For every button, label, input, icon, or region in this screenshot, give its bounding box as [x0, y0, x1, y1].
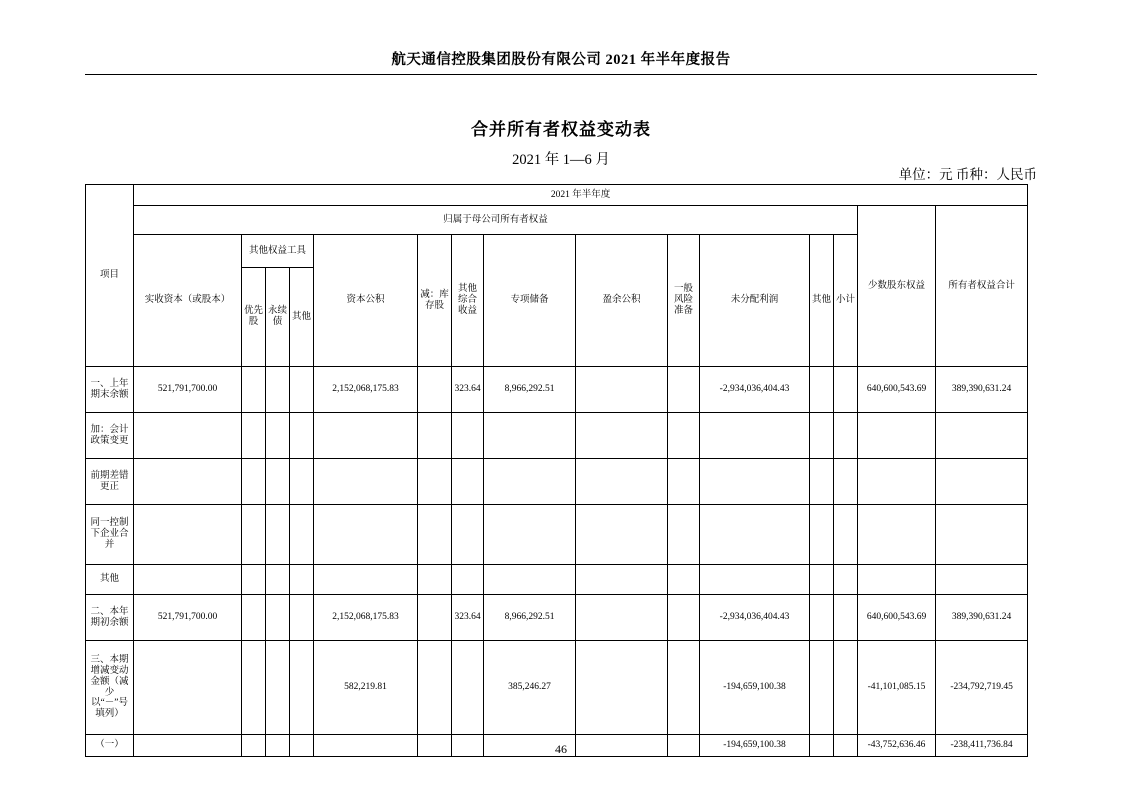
cell-total	[936, 413, 1028, 459]
cell-oci	[452, 641, 484, 735]
cell-paid-in-capital: 521,791,700.00	[134, 367, 242, 413]
cell-subtotal	[834, 413, 858, 459]
cell-subtotal	[834, 641, 858, 735]
cell-other	[810, 459, 834, 505]
cell-other-instrument	[290, 595, 314, 641]
cell-other-instrument	[290, 641, 314, 735]
row-label: （一）	[86, 735, 134, 757]
cell-capital-reserve	[314, 459, 418, 505]
header-cell-oci: 其他综合收益	[452, 235, 484, 367]
header-cell-period: 2021 年半年度	[134, 185, 1028, 206]
cell-capital-reserve	[314, 413, 418, 459]
cell-minority	[858, 413, 936, 459]
row-label: 前期差错更正	[86, 459, 134, 505]
running-header-text: 航天通信控股集团股份有限公司 2021 年半年度报告	[391, 52, 731, 68]
cell-treasury-stock	[418, 641, 452, 735]
page-number: 46	[555, 742, 567, 756]
cell-treasury-stock	[418, 565, 452, 595]
header-cell-minority: 少数股东权益	[858, 206, 936, 367]
table-row	[86, 641, 1028, 735]
unit-currency-note: 单位：元 币种：人民币	[898, 167, 1037, 182]
cell-total: 389,390,631.24	[936, 595, 1028, 641]
cell-undistributed-profit	[700, 505, 810, 565]
cell-other-instrument	[290, 367, 314, 413]
header-cell-other: 其他	[810, 235, 834, 367]
cell-general-risk-reserve	[668, 505, 700, 565]
cell-subtotal	[834, 459, 858, 505]
page-subtitle: 2021 年 1—6 月	[512, 152, 610, 168]
cell-general-risk-reserve	[668, 413, 700, 459]
header-cell-other-equity-instruments: 其他权益工具	[242, 235, 314, 268]
cell-special-reserve	[484, 413, 576, 459]
cell-general-risk-reserve	[668, 459, 700, 505]
cell-special-reserve: 385,246.27	[484, 641, 576, 735]
cell-undistributed-profit: -2,934,036,404.43	[700, 595, 810, 641]
header-cell-subtotal: 小计	[834, 235, 858, 367]
cell-undistributed-profit: -194,659,100.38	[700, 641, 810, 735]
cell-other	[810, 367, 834, 413]
table-row	[86, 595, 1028, 641]
cell-total: 389,390,631.24	[936, 367, 1028, 413]
cell-surplus-reserve	[576, 413, 668, 459]
cell-oci: 323.64	[452, 367, 484, 413]
cell-treasury-stock	[418, 505, 452, 565]
header-cell-capital-reserve: 资本公积	[314, 235, 418, 367]
row-label: 二、本年期初余额	[86, 595, 134, 641]
cell-subtotal	[834, 565, 858, 595]
cell-paid-in-capital	[134, 641, 242, 735]
cell-other-instrument	[290, 459, 314, 505]
header-cell-surplus-reserve: 盈余公积	[576, 235, 668, 367]
cell-capital-reserve	[314, 505, 418, 565]
cell-undistributed-profit: -194,659,100.38	[700, 735, 810, 757]
cell-preferred-stock	[242, 367, 266, 413]
cell-other	[810, 641, 834, 735]
cell-surplus-reserve	[576, 505, 668, 565]
cell-paid-in-capital	[134, 565, 242, 595]
cell-treasury-stock	[418, 413, 452, 459]
cell-undistributed-profit	[700, 565, 810, 595]
table-header-period-row	[86, 185, 1028, 206]
cell-perpetual-bond	[266, 595, 290, 641]
cell-other-instrument	[290, 413, 314, 459]
equity-change-table	[85, 184, 1028, 757]
cell-surplus-reserve	[576, 595, 668, 641]
cell-minority	[858, 505, 936, 565]
cell-special-reserve	[484, 565, 576, 595]
cell-other	[810, 413, 834, 459]
cell-oci	[452, 413, 484, 459]
cell-treasury-stock	[418, 595, 452, 641]
header-cell-perpetual-bond: 永续债	[266, 268, 290, 367]
cell-general-risk-reserve	[668, 641, 700, 735]
cell-minority: -41,101,085.15	[858, 641, 936, 735]
cell-total	[936, 459, 1028, 505]
header-divider	[85, 74, 1037, 75]
cell-other-instrument	[290, 565, 314, 595]
header-cell-preferred-stock: 优先股	[242, 268, 266, 367]
cell-paid-in-capital	[134, 505, 242, 565]
cell-surplus-reserve	[576, 641, 668, 735]
table-row	[86, 367, 1028, 413]
cell-oci	[452, 565, 484, 595]
cell-preferred-stock	[242, 459, 266, 505]
cell-surplus-reserve	[576, 459, 668, 505]
cell-total	[936, 565, 1028, 595]
table-row	[86, 505, 1028, 565]
cell-subtotal	[834, 595, 858, 641]
cell-perpetual-bond	[266, 565, 290, 595]
cell-special-reserve: 8,966,292.51	[484, 367, 576, 413]
statement-table-container	[85, 184, 1015, 757]
cell-oci	[452, 459, 484, 505]
cell-other	[810, 505, 834, 565]
cell-perpetual-bond	[266, 459, 290, 505]
row-label: 三、本期增减变动金额（减少以“－”号填列）	[86, 641, 134, 735]
cell-total	[936, 505, 1028, 565]
running-header	[85, 48, 1037, 69]
cell-perpetual-bond	[266, 413, 290, 459]
cell-oci	[452, 505, 484, 565]
cell-surplus-reserve	[576, 367, 668, 413]
header-cell-general-risk-reserve: 一般风险准备	[668, 235, 700, 367]
table-row	[86, 459, 1028, 505]
cell-minority	[858, 459, 936, 505]
cell-minority: -43,752,636.46	[858, 735, 936, 757]
cell-other-instrument	[290, 505, 314, 565]
page-title: 合并所有者权益变动表	[471, 120, 651, 139]
cell-treasury-stock	[418, 367, 452, 413]
cell-special-reserve	[484, 459, 576, 505]
cell-surplus-reserve	[576, 565, 668, 595]
cell-treasury-stock	[418, 459, 452, 505]
cell-capital-reserve: 2,152,068,175.83	[314, 367, 418, 413]
cell-other	[810, 595, 834, 641]
table-header-parentgroup-row	[86, 206, 1028, 235]
cell-subtotal	[834, 367, 858, 413]
header-cell-treasury-stock: 减：库存股	[418, 235, 452, 367]
cell-paid-in-capital	[134, 459, 242, 505]
cell-undistributed-profit	[700, 459, 810, 505]
row-label: 加：会计政策变更	[86, 413, 134, 459]
table-row	[86, 413, 1028, 459]
row-label: 一、上年期末余额	[86, 367, 134, 413]
header-cell-total: 所有者权益合计	[936, 206, 1028, 367]
cell-capital-reserve: 582,219.81	[314, 641, 418, 735]
header-cell-item: 项目	[86, 185, 134, 367]
cell-perpetual-bond	[266, 505, 290, 565]
header-cell-undistributed-profit: 未分配利润	[700, 235, 810, 367]
header-cell-paid-in-capital: 实收资本（或股本）	[134, 235, 242, 367]
cell-undistributed-profit	[700, 413, 810, 459]
cell-preferred-stock	[242, 413, 266, 459]
cell-general-risk-reserve	[668, 565, 700, 595]
cell-general-risk-reserve	[668, 595, 700, 641]
cell-special-reserve: 8,966,292.51	[484, 595, 576, 641]
header-cell-special-reserve: 专项储备	[484, 235, 576, 367]
row-label: 同一控制下企业合并	[86, 505, 134, 565]
cell-preferred-stock	[242, 595, 266, 641]
cell-special-reserve	[484, 505, 576, 565]
cell-preferred-stock	[242, 641, 266, 735]
cell-other	[810, 565, 834, 595]
cell-paid-in-capital	[134, 413, 242, 459]
cell-total: -238,411,736.84	[936, 735, 1028, 757]
row-label: 其他	[86, 565, 134, 595]
cell-minority: 640,600,543.69	[858, 367, 936, 413]
cell-minority: 640,600,543.69	[858, 595, 936, 641]
cell-preferred-stock	[242, 565, 266, 595]
header-cell-other-instrument: 其他	[290, 268, 314, 367]
cell-minority	[858, 565, 936, 595]
cell-general-risk-reserve	[668, 367, 700, 413]
cell-perpetual-bond	[266, 641, 290, 735]
cell-capital-reserve: 2,152,068,175.83	[314, 595, 418, 641]
cell-oci: 323.64	[452, 595, 484, 641]
cell-subtotal	[834, 505, 858, 565]
cell-total: -234,792,719.45	[936, 641, 1028, 735]
header-cell-parent-equity: 归属于母公司所有者权益	[134, 206, 858, 235]
cell-capital-reserve	[314, 565, 418, 595]
cell-undistributed-profit: -2,934,036,404.43	[700, 367, 810, 413]
cell-preferred-stock	[242, 505, 266, 565]
cell-paid-in-capital: 521,791,700.00	[134, 595, 242, 641]
table-row	[86, 565, 1028, 595]
cell-perpetual-bond	[266, 367, 290, 413]
